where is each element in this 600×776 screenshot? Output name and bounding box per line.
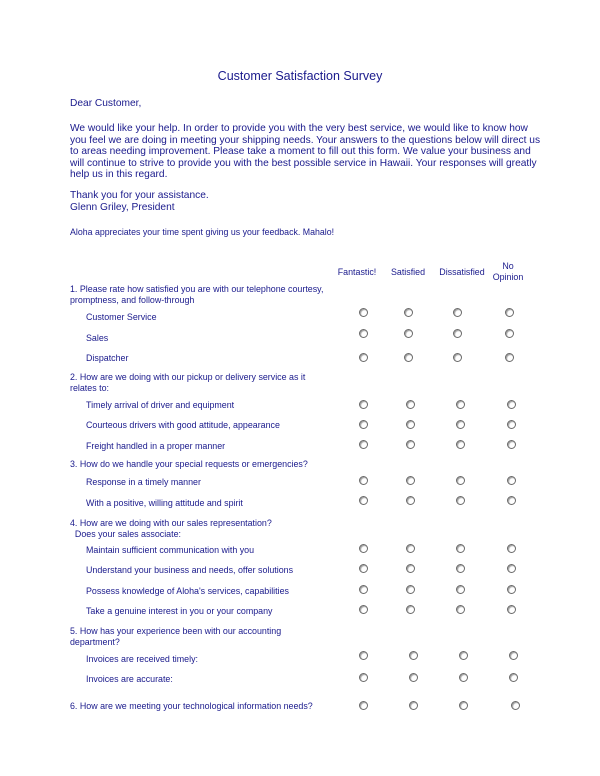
radio-satisfied[interactable] bbox=[404, 329, 413, 338]
question-2 bbox=[70, 372, 305, 394]
radio-no-opinion[interactable] bbox=[507, 564, 516, 573]
greeting: Dear Customer, bbox=[70, 98, 142, 109]
radio-fantastic[interactable] bbox=[359, 440, 368, 449]
item-label: Response in a timely manner bbox=[86, 477, 201, 487]
question-line: department? bbox=[70, 637, 120, 647]
radio-satisfied[interactable] bbox=[406, 605, 415, 614]
intro-line: to areas needing improvement. Please take a moment to fill out this form. We value your business and bbox=[70, 146, 531, 158]
radio-fantastic[interactable] bbox=[359, 329, 368, 338]
question-line: 1. Please rate how satisfied you are with our telephone courtesy, bbox=[70, 284, 324, 294]
radio-satisfied[interactable] bbox=[406, 544, 415, 553]
radio-satisfied[interactable] bbox=[404, 308, 413, 317]
radio-fantastic[interactable] bbox=[359, 544, 368, 553]
question-line: 4. How are we doing with our sales representation? bbox=[70, 518, 272, 528]
radio-dissatisfied[interactable] bbox=[453, 353, 462, 362]
radio-fantastic[interactable] bbox=[359, 476, 368, 485]
radio-fantastic[interactable] bbox=[359, 564, 368, 573]
radio-dissatisfied[interactable] bbox=[456, 496, 465, 505]
question-4 bbox=[70, 518, 272, 540]
question-line: 5. How has your experience been with our accounting bbox=[70, 626, 282, 636]
intro-line: will continue to strive to provide you with the best possible service in Hawaii. Your responses will greatly bbox=[70, 157, 537, 169]
radio-satisfied[interactable] bbox=[406, 420, 415, 429]
radio-fantastic[interactable] bbox=[359, 701, 368, 710]
radio-fantastic[interactable] bbox=[359, 651, 368, 660]
radio-no-opinion[interactable] bbox=[507, 440, 516, 449]
item-label: Possess knowledge of Aloha's services, capabilities bbox=[86, 586, 289, 596]
question-line: Does your sales associate: bbox=[70, 529, 181, 539]
thanks-text: Thank you for your assistance. bbox=[70, 190, 209, 201]
radio-dissatisfied[interactable] bbox=[456, 440, 465, 449]
item-label: Maintain sufficient communication with you bbox=[86, 545, 255, 555]
radio-satisfied[interactable] bbox=[406, 476, 415, 485]
question-3 bbox=[70, 459, 308, 470]
question-line: promptness, and follow-through bbox=[70, 295, 195, 305]
radio-fantastic[interactable] bbox=[359, 353, 368, 362]
radio-satisfied[interactable] bbox=[406, 496, 415, 505]
radio-dissatisfied[interactable] bbox=[456, 605, 465, 614]
radio-dissatisfied[interactable] bbox=[456, 544, 465, 553]
radio-satisfied[interactable] bbox=[409, 701, 418, 710]
item-label: Understand your business and needs, offer solutions bbox=[86, 565, 294, 575]
radio-no-opinion[interactable] bbox=[507, 420, 516, 429]
item-label: Invoices are received timely: bbox=[86, 654, 198, 664]
radio-fantastic[interactable] bbox=[359, 496, 368, 505]
radio-no-opinion[interactable] bbox=[507, 496, 516, 505]
intro-line: help us in this regard. bbox=[70, 169, 168, 181]
radio-satisfied[interactable] bbox=[406, 400, 415, 409]
radio-fantastic[interactable] bbox=[359, 605, 368, 614]
radio-dissatisfied[interactable] bbox=[456, 564, 465, 573]
radio-satisfied[interactable] bbox=[406, 564, 415, 573]
question-line: 6. How are we meeting your technological information needs? bbox=[70, 701, 313, 711]
radio-no-opinion[interactable] bbox=[507, 400, 516, 409]
radio-no-opinion[interactable] bbox=[507, 476, 516, 485]
intro-line: you feel we are doing in meeting your shipping needs. Your answers to the questions below will direct us bbox=[70, 134, 541, 146]
aloha-note: Aloha appreciates your time spent giving us your feedback. Mahalo! bbox=[70, 227, 335, 237]
item-label: Timely arrival of driver and equipment bbox=[86, 400, 235, 410]
radio-dissatisfied[interactable] bbox=[456, 420, 465, 429]
item-label: Courteous drivers with good attitude, appearance bbox=[86, 420, 280, 430]
radio-no-opinion[interactable] bbox=[505, 329, 514, 338]
radio-fantastic[interactable] bbox=[359, 400, 368, 409]
item-label: Freight handled in a proper manner bbox=[86, 441, 226, 451]
radio-dissatisfied[interactable] bbox=[459, 651, 468, 660]
radio-dissatisfied[interactable] bbox=[456, 476, 465, 485]
question-line: 3. How do we handle your special requests or emergencies? bbox=[70, 459, 308, 469]
radio-satisfied[interactable] bbox=[406, 585, 415, 594]
column-header-no-opinion bbox=[488, 261, 528, 283]
item-label: With a positive, willing attitude and spirit bbox=[86, 498, 243, 508]
intro-paragraph bbox=[70, 123, 540, 181]
column-header-no-opinion-line: Opinion bbox=[492, 272, 524, 282]
signature: Glenn Griley, President bbox=[70, 202, 175, 213]
column-header-no-opinion-line: No bbox=[502, 261, 514, 271]
radio-satisfied[interactable] bbox=[406, 440, 415, 449]
radio-no-opinion[interactable] bbox=[509, 651, 518, 660]
radio-fantastic[interactable] bbox=[359, 585, 368, 594]
question-5 bbox=[70, 626, 281, 648]
question-6 bbox=[70, 701, 313, 712]
question-line: 2. How are we doing with our pickup or delivery service as it bbox=[70, 372, 306, 382]
radio-no-opinion[interactable] bbox=[505, 308, 514, 317]
question-1 bbox=[70, 284, 323, 306]
item-label: Customer Service bbox=[86, 312, 157, 322]
radio-satisfied[interactable] bbox=[409, 673, 418, 682]
radio-no-opinion[interactable] bbox=[507, 605, 516, 614]
radio-dissatisfied[interactable] bbox=[459, 701, 468, 710]
radio-no-opinion[interactable] bbox=[509, 673, 518, 682]
radio-no-opinion[interactable] bbox=[507, 585, 516, 594]
question-line: relates to: bbox=[70, 383, 109, 393]
radio-satisfied[interactable] bbox=[409, 651, 418, 660]
page-title: Customer Satisfaction Survey bbox=[217, 69, 383, 83]
radio-fantastic[interactable] bbox=[359, 673, 368, 682]
radio-fantastic[interactable] bbox=[359, 308, 368, 317]
item-label: Invoices are accurate: bbox=[86, 674, 173, 684]
radio-satisfied[interactable] bbox=[404, 353, 413, 362]
radio-dissatisfied[interactable] bbox=[456, 400, 465, 409]
item-label: Take a genuine interest in you or your company bbox=[86, 606, 273, 616]
column-header-dissatisfied: Dissatisfied bbox=[439, 267, 485, 277]
column-header-fantastic: Fantastic! bbox=[337, 267, 377, 277]
radio-dissatisfied[interactable] bbox=[453, 308, 462, 317]
radio-no-opinion[interactable] bbox=[511, 701, 520, 710]
radio-fantastic[interactable] bbox=[359, 420, 368, 429]
radio-dissatisfied[interactable] bbox=[453, 329, 462, 338]
item-label: Sales bbox=[86, 333, 109, 343]
radio-no-opinion[interactable] bbox=[507, 544, 516, 553]
item-label: Dispatcher bbox=[86, 353, 129, 363]
radio-no-opinion[interactable] bbox=[505, 353, 514, 362]
column-header-satisfied: Satisfied bbox=[390, 267, 426, 277]
intro-line: We would like your help. In order to provide you with the very best service, we would like to know how bbox=[70, 123, 528, 134]
radio-dissatisfied[interactable] bbox=[456, 585, 465, 594]
radio-dissatisfied[interactable] bbox=[459, 673, 468, 682]
